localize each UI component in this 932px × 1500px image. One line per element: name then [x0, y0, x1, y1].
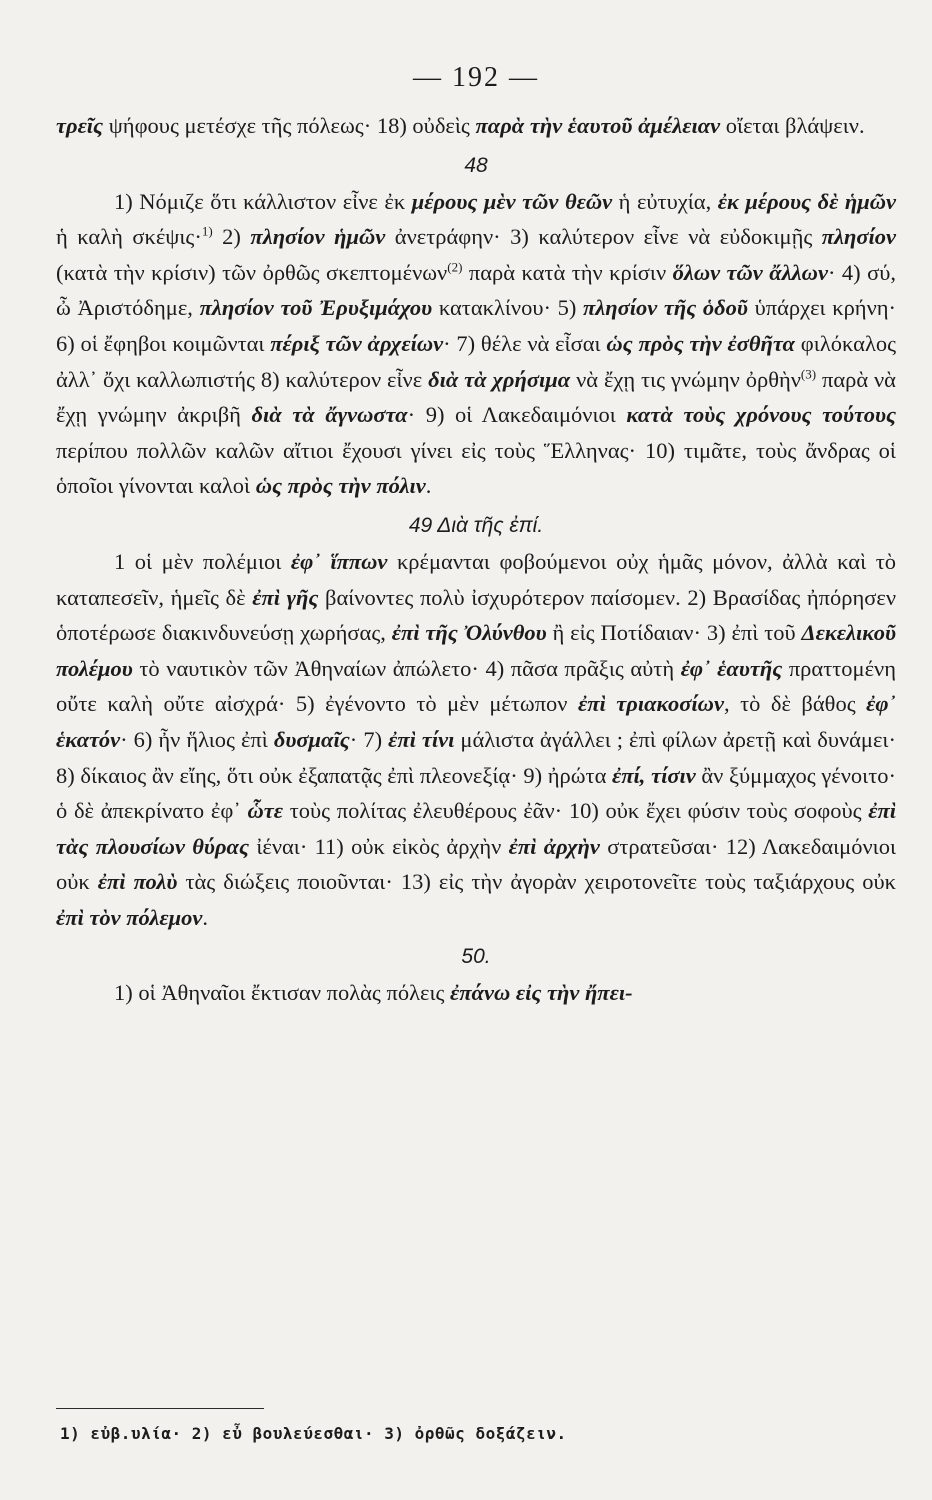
emphasized-phrase: πλησίον τῆς ὁδοῦ [583, 295, 748, 321]
text-run: · 6) ἦν ἥλιος ἐπὶ [120, 726, 274, 752]
text-run: ψήφους μετέσχε τῆς πόλεως· 18) οὐδεὶς [103, 113, 476, 138]
text-run: φιλόκαλος ἀλλ᾽ ὄχι καλλωπιστής 8) καλύτερον εἶνε [56, 330, 897, 392]
text-run: 1) οἱ Ἀθηναῖοι ἔκτισαν πολὰς πόλεις [114, 980, 451, 1006]
text-run: ἢ εἰς Ποτίδαιαν· 3) ἐπὶ τοῦ [546, 620, 802, 646]
emphasized-phrase: ἐφ᾽ ἵππων [290, 548, 388, 574]
section-48-heading: 48 [464, 153, 488, 177]
text-run: κατακλίνου· 5) [432, 295, 583, 321]
emphasized-phrase: ἐπὶ πολὺ [97, 869, 178, 895]
emphasized-phrase: πλησίον τοῦ Ἐρυξιμάχου [199, 295, 433, 321]
emphasized-phrase: ἐπὶ ἀρχὴν [508, 833, 600, 859]
text-run: · 7) [349, 726, 389, 752]
text-run: . [202, 904, 208, 930]
emphasized-phrase: ἐπὶ γῆς [252, 584, 319, 610]
emphasized-phrase: ὅλων τῶν ἄλλων [672, 259, 828, 285]
text-run: κρέμανται φοβούμενοι οὐχ ἡμᾶς μόνον, ἀλλὰ καὶ τὸ καταπεσεῖν, ἡμεῖς δὲ [56, 548, 896, 610]
section-49-text [56, 544, 896, 936]
text-run: μάλιστα ἀγάλλει ; ἐπὶ φίλων ἀρετῇ καὶ δυνάμει· 8) δίκαιος ἂν εἴης, ὅτι οὐκ ἐξαπατᾷς ἐπὶ πλεονεξίᾳ· 9) ἠρώτα [56, 726, 896, 788]
text-run: 1 οἱ μὲν πολέμιοι [114, 548, 291, 574]
emphasized-phrase: δυσμαῖς [273, 726, 350, 752]
emphasized-phrase: ὧτε [247, 798, 284, 824]
text-run: . [425, 473, 432, 499]
emphasized-phrase: πέριξ τῶν ἀρχείων [270, 330, 444, 356]
text-run: ἀνετράφην· 3) καλύτερον εἶνε νὰ εὐδοκιμῇς [385, 224, 822, 250]
text-run: 2) [212, 224, 251, 250]
text-run: (κατὰ τὴν κρίσιν) τῶν ὀρθῶς σκεπτομένων [56, 259, 448, 285]
text-run: παρὰ νὰ ἔχῃ γνώμην ἀκριβῆ [56, 366, 896, 428]
emphasized-phrase: πλησίον ἡμῶν [250, 224, 386, 250]
emphasized-phrase: διὰ τὰ χρήσιμα [428, 366, 571, 392]
section-48-text [56, 184, 896, 504]
emphasized-phrase: Δεκελικοῦ πολέμου [56, 620, 896, 681]
emphasized-phrase: διὰ τὰ ἄγνωστα [251, 402, 408, 428]
text-run: περίπου πολλῶν καλῶν αἴτιοι ἔχουσι γίνει εἰς τοὺς Ἕλληνας· 10) τιμᾶτε, τοὺς ἄνδρας οἱ ὁποῖοι γίνονται καλοὶ [56, 437, 896, 499]
text-run: , τὸ δὲ βάθος [723, 691, 867, 717]
footnote-ref: 1) [201, 223, 213, 239]
text-run: τὰς διώξεις ποιοῦνται· 13) εἰς τὴν ἀγορὰν χειροτονεῖτε τοὺς ταξιάρχους οὐκ [177, 869, 896, 895]
text-run: 1) Νόμιζε ὅτι κάλλιστον εἶνε ἐκ [114, 188, 412, 214]
emphasized-phrase: τρεῖς [56, 113, 104, 138]
emphasized-phrase: ἐπὶ τριακοσίων [578, 691, 724, 717]
text-run: ἡ καλὴ σκέψις· [56, 224, 202, 250]
footnotes: 1) εὐβ.υλία· 2) εὖ βουλεύεσθαι· 3) ὀρθῶς δοξάζειν. [60, 1424, 567, 1443]
text-run: παρὰ κατὰ τὴν κρίσιν [462, 259, 673, 285]
text-run: τοὺς πολίτας ἐλευθέρους ἐᾶν· 10) οὐκ ἔχει φύσιν τοὺς σοφοὺς [283, 798, 869, 824]
emphasized-phrase: ἐπάνω εἰς τὴν ἤπει- [450, 980, 633, 1006]
text-run: · 4) σύ, ὦ Ἀριστόδημε, [56, 259, 896, 321]
footnote-ref: (3) [800, 366, 817, 382]
text-run: ἂν ξύμμαχος γένοιτο· ὁ δὲ ἀπεκρίνατο ἐφ᾽ [56, 762, 897, 824]
footnote-divider [56, 1408, 264, 1409]
section-50-text [56, 975, 896, 1011]
text-run: ὑπάρχει κρήνη· 6) οἱ ἔφηβοι κοιμῶνται [56, 295, 896, 356]
emphasized-phrase: κατὰ τοὺς χρόνους τούτους [626, 402, 896, 428]
emphasized-phrase: πλησίον [821, 224, 897, 250]
text-run: νὰ ἔχῃ τις γνώμην ὀρθὴν [570, 366, 801, 392]
text-run: στρατεῦσαι· 12) Λακεδαιμόνιοι οὐκ [56, 833, 897, 895]
emphasized-phrase: μέρους μὲν τῶν θεῶν [411, 188, 613, 214]
text-run: τὸ ναυτικὸν τῶν Ἀθηναίων ἀπώλετο· 4) πᾶσα πρᾶξις αὐτὴ [132, 655, 681, 681]
text-run: οἴεται βλάψειν. [720, 113, 865, 138]
text-run: ἡ εὐτυχία, [612, 188, 718, 214]
emphasized-phrase: ἐπὶ τὸν πόλεμον [56, 904, 203, 930]
emphasized-phrase: ἐπὶ τῆς Ὀλύνθου [391, 620, 547, 646]
section-49-heading: 49 Διὰ τῆς ἐπί. [408, 513, 544, 537]
emphasized-phrase: ἐπὶ τὰς πλουσίων θύρας [56, 798, 896, 859]
text-run: · 9) οἱ Λακεδαιμόνιοι [407, 402, 627, 428]
emphasized-phrase: ὡς πρὸς τὴν πόλιν [255, 473, 426, 499]
text-run: · 7) θέλε νὰ εἶσαι [443, 330, 607, 356]
emphasized-phrase: ἐφ᾽ ἑαυτῆς [680, 655, 783, 681]
section-50-heading: 50. [461, 945, 491, 969]
text-run: βαίνοντες πολὺ ἰσχυρότερον παίσομεν. 2) Βρασίδας ἠπόρησεν ὁποτέρωσε διακινδυνεύσῃ χωρήσας, [56, 584, 896, 646]
text-run: πραττομένη οὔτε καλὴ οὔτε αἰσχρά· 5) ἐγένοντο τὸ μὲν μέτωπον [56, 655, 896, 717]
emphasized-phrase: ἐπὶ τίνι [388, 726, 455, 752]
footnote-ref: (2) [447, 259, 463, 275]
emphasized-phrase: ἐκ μέρους δὲ ἡμῶν [717, 188, 897, 214]
emphasized-phrase: ἐφ᾽ ἑκατόν [56, 691, 896, 752]
page-number: — 192 — [413, 62, 539, 93]
text-run: ἰέναι· 11) οὐκ εἰκὸς ἀρχὴν [249, 833, 509, 859]
emphasized-phrase: ἐπί, τίσιν [612, 762, 696, 788]
exercise-47-tail [56, 108, 896, 144]
emphasized-phrase: ὡς πρὸς τὴν ἐσθῆτα [606, 330, 796, 356]
emphasized-phrase: παρὰ τὴν ἑαυτοῦ ἀμέλειαν [475, 113, 721, 138]
